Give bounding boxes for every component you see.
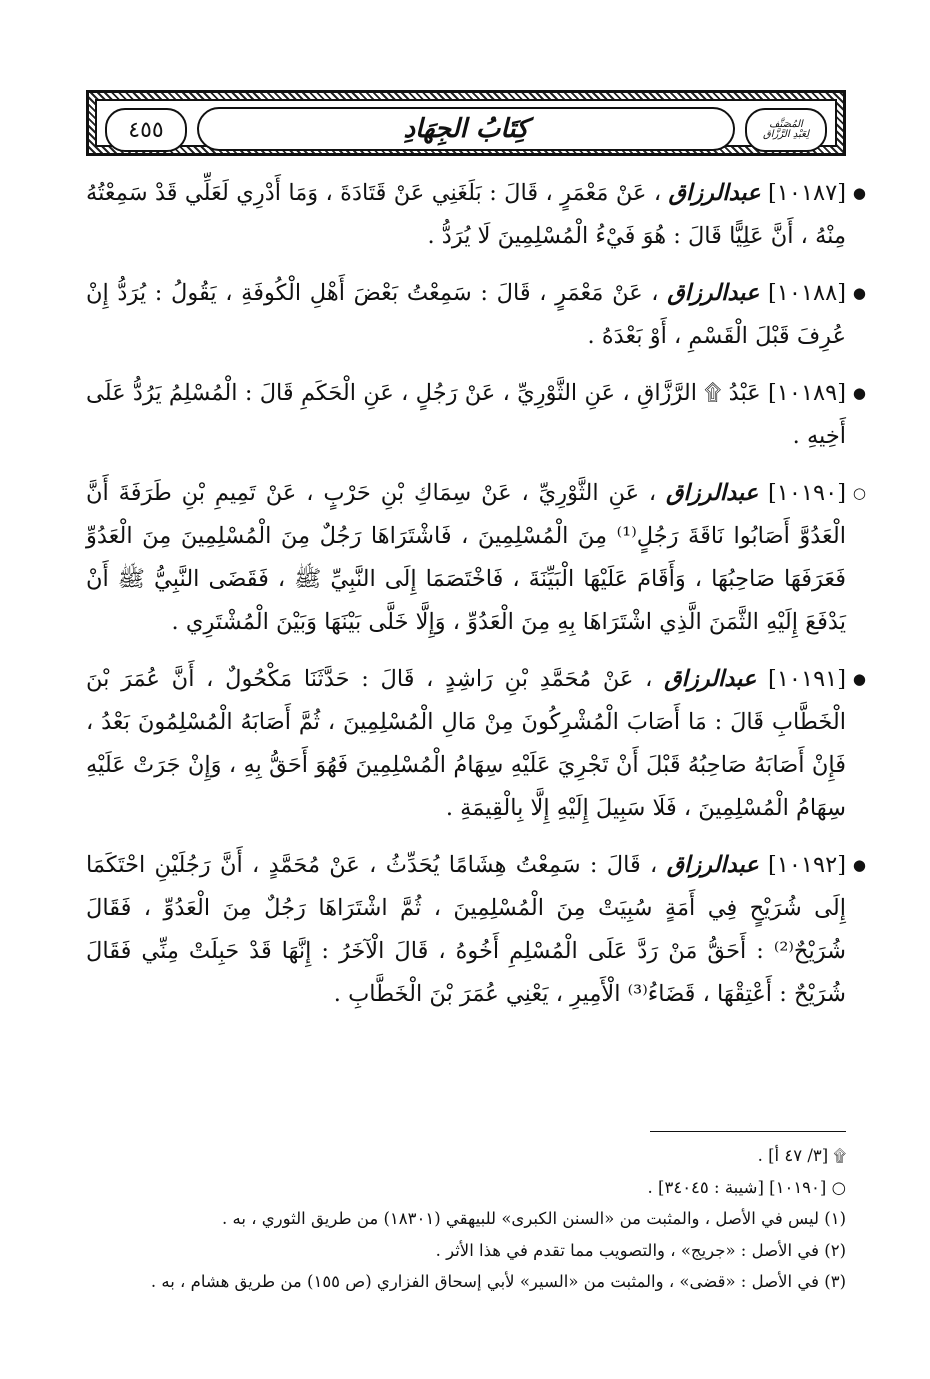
hadith-number: [١٠١٨٨] [768,280,847,306]
hadith-entry-10189 [86,372,866,458]
hadith-entry-10190 [86,472,866,644]
hadith-number: [١٠١٩٠] [768,480,847,506]
hadith-text: ، عَنْ مُحَمَّدِ بْنِ رَاشِدٍ ، قَالَ : حَدَّثَنَا مَكْحُولٌ ، أَنَّ عُمَرَ بْنَ الْخَطَّابِ قَالَ : مَا أَصَابَ الْمُشْرِكُونَ مِنْ مَالِ الْمُسْلِمِينَ ، ثُمَّ أَصَابَهُ الْمُسْلِمُونَ بَعْدُ ، فَإِنْ أَصَابَهُ صَاحِبُهُ قَبْلَ أَنْ تَجْرِيَ عَلَيْهِ سِهَامُ الْمُسْلِمِينَ فَهُوَ أَحَقُّ بِهِ ، وَإِنْ جَرَتْ عَلَيْهِ سِهَامُ الْمُسْلِمِينَ ، فَلَا سَبِيلَ إِلَيْهِ إِلَّا بِالْقِيمَةِ . [86,666,846,821]
header-frame [95,99,837,147]
hadith-number: [١٠١٩١] [768,666,847,692]
page-number: ٤٥٥ [105,108,187,152]
footnote-2: (٢) في الأصل : «جريج» ، والتصويب مما تقدم في هذا الأثر . [435,1240,846,1260]
book-logo-line2: لِعَبْدِ الرَّزَّاق [762,129,810,140]
footnotes [86,1140,846,1298]
entry-marker: ● [852,856,866,874]
hadith-number: [١٠١٩٢] [767,852,846,878]
entry-marker: ● [852,670,866,688]
hadith-text: ، قَالَ : سَمِعْتُ هِشَامًا يُحَدِّثُ ، عَنْ مُحَمَّدٍ ، أَنَّ رَجُلَيْنِ احْتَكَمَا إِلَى شُرَيْحٍ فِي أَمَةٍ سُبِيَتْ مِنَ الْمُسْلِمِينَ ، ثُمَّ اشْتَرَاهَا رَجُلٌ مِنَ الْعَدُوِّ ، فَقَالَ شُرَيْحٌ⁽²⁾ : أَحَقُّ مَنْ رَدَّ عَلَى الْمُسْلِمِ أَخُوهُ ، قَالَ الْآخَرُ : إِنَّهَا قَدْ حَبِلَتْ مِنِّي فَقَالَ شُرَيْحٌ : أَعْتِقْهَا ، قَضَاءُ⁽³⁾ الْأَمِيرِ ، يَعْنِي عُمَرَ بْنَ الْخَطَّابِ . [86,852,846,1007]
footnote-parallel-ref: ○ [١٠١٩٠] [شيبة : ٣٤٠٤٥] . [647,1177,846,1197]
author-name: عبدالرزاق [668,180,761,206]
entry-marker: ● [852,384,866,402]
footnote-1: (١) ليس في الأصل ، والمثبت من «السنن الكبرى» للبيهقي (١٨٣٠١) من طريق الثوري ، به . [222,1209,846,1228]
hadith-entry-10191 [86,658,866,830]
entry-marker: ● [852,184,866,202]
book-logo-line1: المُصَنَّف [769,118,803,130]
author-name: عبدالرزاق [666,852,759,878]
hadith-list [86,172,866,1030]
page-header [86,90,846,156]
author-name: عبدالرزاق [667,280,760,306]
hadith-entry-10187 [86,172,866,258]
chapter-title: كِتَابُ الجِهَادِ [197,107,735,151]
footnote-divider [650,1131,846,1132]
hadith-text: ، عَنْ مَعْمَرٍ ، قَالَ : سَمِعْتُ بَعْضَ أَهْلِ الْكُوفَةِ ، يَقُولُ : يُرَدُّ إِنْ عُرِفَ قَبْلَ الْقَسْمِ ، أَوْ بَعْدَهُ . [86,280,846,349]
hadith-text: ، عَنِ الثَّوْرِيِّ ، عَنْ سِمَاكِ بْنِ حَرْبٍ ، عَنْ تَمِيمِ بْنِ طَرَفَةَ أَنَّ الْعَدُوَّ أَصَابُوا نَاقَةَ رَجُلٍ⁽¹⁾ مِنَ الْمُسْلِمِينَ ، فَاشْتَرَاهَا رَجُلٌ مِنَ الْمُسْلِمِينَ مِنَ الْعَدُوِّ فَعَرَفَهَا صَاحِبُهَا ، وَأَقَامَ عَلَيْهَا الْبَيِّنَةَ ، فَاخْتَصَمَا إِلَى النَّبِيِّ ﷺ ، فَقَضَى النَّبِيُّ ﷺ أَنْ يَدْفَعَ إِلَيْهِ الثَّمَنَ الَّذِي اشْتَرَاهَا بِهِ مِنَ الْعَدُوِّ ، وَإِلَّا خَلَّى بَيْنَهَا وَبَيْنَ الْمُشْتَرِي . [86,480,846,635]
footnote-3: (٣) في الأصل : «قضى» ، والمثبت من «السير» لأبي إسحاق الفزاري (ص ١٥٥) من طريق هشام ، به . [150,1272,846,1291]
entry-marker: ○ [852,484,866,502]
hadith-entry-10192 [86,844,866,1016]
hadith-entry-10188 [86,272,866,358]
hadith-number: [١٠١٨٧] [768,180,846,206]
author-name: عبدالرزاق [664,666,757,692]
hadith-text: عَبْدُ ۩ الرَّزَّاقِ ، عَنِ الثَّوْرِيِّ ، عَنْ رَجُلٍ ، عَنِ الْحَكَمِ قَالَ : الْمُسْلِمُ يَرُدُّ عَلَى أَخِيهِ . [86,380,846,449]
book-logo [745,108,827,152]
entry-marker: ● [852,284,866,302]
footnote-manuscript-ref: ۩ [٣/ ٤٧ أ] . [757,1146,846,1165]
hadith-number: [١٠١٨٩] [768,380,846,406]
hadith-text: ، عَنْ مَعْمَرٍ ، قَالَ : بَلَغَنِي عَنْ قَتَادَةَ ، وَمَا أَدْرِي لَعَلِّي قَدْ سَمِعْتُهُ مِنْهُ ، أَنَّ عَلِيًّا قَالَ : هُوَ فَيْءُ الْمُسْلِمِينَ لَا يُرَدُّ . [86,180,846,249]
author-name: عبدالرزاق [666,480,759,506]
